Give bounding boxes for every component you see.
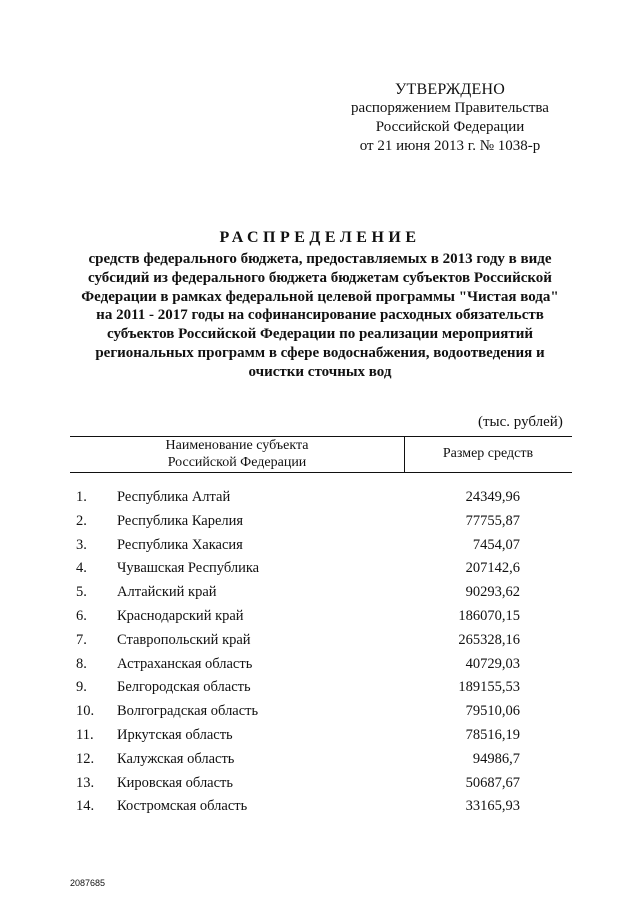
row-region-name: Кировская область bbox=[117, 774, 234, 791]
row-region-name: Республика Алтай bbox=[117, 489, 231, 505]
row-number: 10. bbox=[76, 703, 95, 720]
table-row bbox=[0, 534, 640, 558]
row-region-name: Чувашская Республика bbox=[117, 560, 260, 577]
row-region-name: Краснодарский край bbox=[117, 607, 244, 624]
row-amount: 33165,93 bbox=[465, 798, 520, 815]
row-amount: 77755,87 bbox=[465, 512, 520, 529]
row-number: 1. bbox=[76, 489, 87, 505]
row-region-name: Республика Хакасия bbox=[117, 536, 243, 553]
row-amount: 94986,7 bbox=[472, 750, 520, 767]
column-header-name-line-2: Российской Федерации bbox=[167, 455, 307, 470]
table-row bbox=[0, 629, 640, 653]
row-number: 8. bbox=[76, 655, 87, 672]
row-amount: 265328,16 bbox=[458, 631, 520, 648]
table-row bbox=[0, 557, 640, 581]
row-number: 6. bbox=[76, 607, 87, 624]
subtitle-line: на 2011 - 2017 годы на софинансирование расходных обязательств bbox=[96, 307, 544, 324]
row-amount: 189155,53 bbox=[458, 679, 520, 696]
subtitle-line: региональных программ в сфере водоснабжения, водоотведения и bbox=[95, 344, 545, 361]
table-row bbox=[0, 486, 640, 510]
approval-line-2: Российской Федерации bbox=[375, 119, 525, 135]
table-row bbox=[0, 581, 640, 605]
table-row bbox=[0, 605, 640, 629]
row-number: 14. bbox=[76, 798, 95, 815]
approval-block bbox=[330, 80, 570, 156]
row-region-name: Белгородская область bbox=[117, 679, 251, 696]
row-amount: 186070,15 bbox=[458, 607, 520, 624]
row-region-name: Ставропольский край bbox=[117, 631, 251, 648]
row-region-name: Иркутская область bbox=[117, 726, 233, 743]
table-row bbox=[0, 772, 640, 796]
row-amount: 90293,62 bbox=[465, 584, 520, 601]
row-region-name: Волгоградская область bbox=[117, 703, 259, 720]
table-row bbox=[0, 676, 640, 700]
row-number: 12. bbox=[76, 750, 95, 767]
document-id: 2087685 bbox=[70, 878, 106, 888]
subtitle-line: очистки сточных вод bbox=[248, 363, 392, 380]
document-title: РАСПРЕДЕЛЕНИЕ bbox=[219, 229, 421, 246]
column-header-name bbox=[70, 437, 404, 471]
row-number: 3. bbox=[76, 536, 87, 553]
row-amount: 79510,06 bbox=[465, 703, 520, 720]
row-number: 5. bbox=[76, 584, 87, 601]
subtitle-line: Федерации в рамках федеральной целевой программы "Чистая вода" bbox=[81, 288, 559, 305]
column-header-name-line-1: Наименование субъекта bbox=[165, 438, 309, 453]
table-header-bottom-rule bbox=[70, 472, 572, 473]
approval-heading: УТВЕРЖДЕНО bbox=[394, 81, 505, 98]
approval-line-1: распоряжением Правительства bbox=[351, 100, 549, 116]
row-region-name: Алтайский край bbox=[117, 584, 217, 601]
row-amount: 78516,19 bbox=[465, 726, 520, 743]
document-subtitle bbox=[60, 250, 580, 382]
row-amount: 24349,96 bbox=[465, 489, 520, 505]
row-region-name: Костромская область bbox=[117, 798, 248, 815]
row-number: 2. bbox=[76, 512, 87, 529]
row-number: 13. bbox=[76, 774, 95, 791]
table-row bbox=[0, 700, 640, 724]
table-row bbox=[0, 795, 640, 819]
column-header-amount: Размер средств bbox=[442, 446, 534, 461]
approval-line-3: от 21 июня 2013 г. № 1038-р bbox=[359, 138, 541, 154]
table-row bbox=[0, 724, 640, 748]
row-number: 9. bbox=[76, 679, 87, 696]
row-number: 7. bbox=[76, 631, 87, 648]
units-label: (тыс. рублей) bbox=[478, 414, 563, 430]
row-amount: 207142,6 bbox=[465, 560, 520, 577]
row-region-name: Астраханская область bbox=[117, 655, 253, 672]
row-amount: 7454,07 bbox=[472, 536, 520, 553]
table-row bbox=[0, 748, 640, 772]
subtitle-line: средств федерального бюджета, предоставляемых в 2013 году в виде bbox=[88, 251, 552, 267]
row-number: 11. bbox=[76, 726, 94, 743]
subtitle-line: субъектов Российской Федерации по реализации мероприятий bbox=[107, 326, 533, 343]
table-row bbox=[0, 653, 640, 677]
row-amount: 40729,03 bbox=[465, 655, 520, 672]
table-row bbox=[0, 510, 640, 534]
row-region-name: Калужская область bbox=[117, 750, 235, 767]
row-amount: 50687,67 bbox=[465, 774, 520, 791]
table-body bbox=[0, 486, 640, 819]
subtitle-line: субсидий из федерального бюджета бюджетам субъектов Российской bbox=[88, 269, 552, 286]
row-number: 4. bbox=[76, 560, 87, 577]
row-region-name: Республика Карелия bbox=[117, 512, 244, 529]
